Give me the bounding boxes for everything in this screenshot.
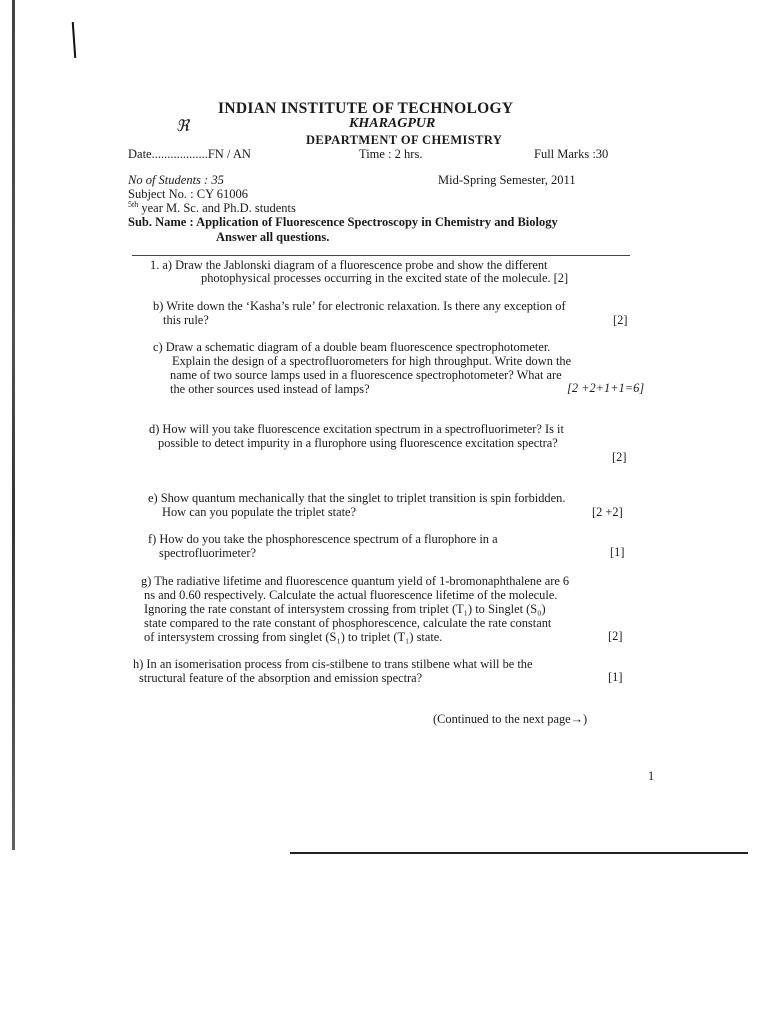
left-edge-mark [12, 0, 15, 850]
page-number: 1 [648, 769, 655, 783]
q1d-line2: possible to detect impurity in a flurophore using fluorescence excitation spectra? [158, 436, 558, 450]
q1f-marks: [1] [610, 545, 625, 559]
year-line [128, 200, 296, 216]
semester: Mid-Spring Semester, 2011 [438, 173, 576, 187]
q1c-line3: name of two source lamps used in a fluorescence spectrophotometer? What are [170, 368, 562, 382]
q1g-line3: Ignoring the rate constant of intersystem crossing from triplet (T₁) to Singlet (S₀) [144, 602, 546, 616]
q1a-line1: 1. a) Draw the Jablonski diagram of a fluorescence probe and show the different [150, 258, 548, 272]
q1c-line2: Explain the design of a spectrofluorometers for high throughput. Write down the [172, 354, 572, 368]
time-field: Time : 2 hrs. [359, 147, 423, 161]
q1g-marks: [2] [608, 629, 623, 643]
q1a-line2: photophysical processes occurring in the excited state of the molecule. [2] [201, 271, 569, 285]
q1g-line5: of intersystem crossing from singlet (S₁) to triplet (T₁) state. [144, 630, 443, 644]
q1g-line4: state compared to the rate constant of phosphorescence, calculate the rate constant [144, 616, 552, 630]
q1c-line1: c) Draw a schematic diagram of a double beam fluorescence spectrophotometer. [153, 340, 551, 354]
q1b-line2: this rule? [163, 313, 209, 327]
bottom-rule [290, 852, 748, 854]
department-name: DEPARTMENT OF CHEMISTRY [306, 133, 503, 147]
q1c-line4: the other sources used instead of lamps? [170, 382, 370, 396]
full-marks: Full Marks :30 [534, 147, 609, 161]
q1h-line2: structural feature of the absorption and emission spectra? [139, 671, 423, 685]
q1e-line1: e) Show quantum mechanically that the singlet to triplet transition is spin forbidden. [148, 491, 566, 505]
q1f-line2: spectrofluorimeter? [159, 546, 257, 560]
year-superscript: 5th [128, 200, 139, 209]
q1b-marks: [2] [613, 313, 628, 327]
q1f-line1: f) How do you take the phosphorescence spectrum of a flurophore in a [148, 532, 498, 546]
q1g-line2: ns and 0.60 respectively. Calculate the actual fluorescence lifetime of the molecule. [144, 588, 558, 602]
year-text: year M. Sc. and Ph.D. students [141, 201, 296, 216]
instruction: Answer all questions. [216, 230, 330, 244]
students-count: No of Students : 35 [128, 173, 224, 187]
q1h-line1: h) In an isomerisation process from cis-stilbene to trans stilbene what will be the [133, 657, 533, 671]
q1c-marks: [2 +2+1+1=6] [567, 381, 645, 395]
pen-stroke [72, 22, 77, 58]
handwritten-initials: ℜ [176, 116, 190, 135]
q1e-marks: [2 +2] [592, 505, 623, 519]
q1d-line1: d) How will you take fluorescence excitation spectrum in a spectrofluorimeter? Is it [149, 422, 564, 436]
subject-name: Sub. Name : Application of Fluorescence Spectroscopy in Chemistry and Biology [128, 215, 558, 229]
q1h-marks: [1] [608, 670, 623, 684]
header-divider [132, 255, 630, 256]
q1g-line1: g) The radiative lifetime and fluorescence quantum yield of 1-bromonaphthalene are 6 [141, 574, 570, 588]
date-field: Date..................FN / AN [128, 147, 251, 161]
continued-note: (Continued to the next page→) [433, 712, 588, 726]
q1b-line1: b) Write down the ‘Kasha’s rule’ for electronic relaxation. Is there any exception of [153, 299, 566, 313]
city-name: KHARAGPUR [349, 116, 436, 131]
institute-name: INDIAN INSTITUTE OF TECHNOLOGY [218, 100, 514, 117]
subject-number: Subject No. : CY 61006 [128, 187, 249, 201]
q1e-line2: How can you populate the triplet state? [162, 505, 357, 519]
q1d-marks: [2] [612, 450, 627, 464]
